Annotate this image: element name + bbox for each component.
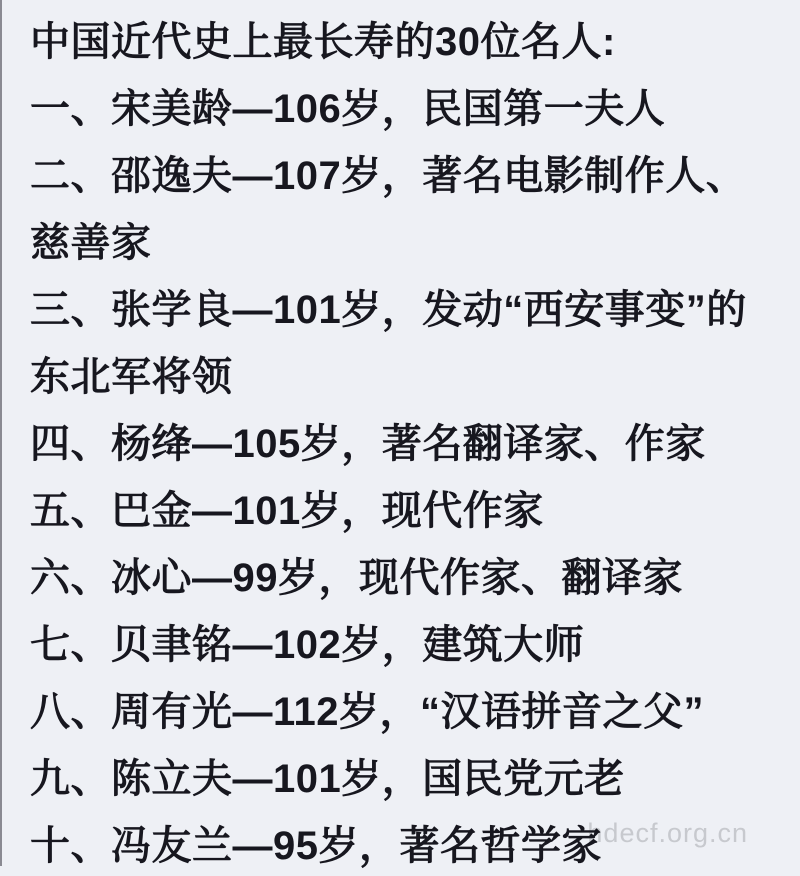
article-title: 中国近代史上最长寿的30位名人: [30,20,616,64]
watermark: hdecf.org.cn [587,818,748,848]
list-item-2-continued: 慈善家 [30,221,152,265]
list-item-4: 四、杨绛—105岁，著名翻译家、作家 [30,422,706,466]
list-item-5: 五、巴金—101岁，现代作家 [30,489,544,533]
list-item-3-continued: 东北军将领 [30,355,233,399]
list-item-6: 六、冰心—99岁，现代作家、翻译家 [30,556,683,600]
list-item-2: 二、邵逸夫—107岁，著名电影制作人、 [30,154,747,198]
list-item-10: 十、冯友兰—95岁，著名哲学家 [30,824,602,868]
list-item-3: 三、张学良—101岁，发动“西安事变”的 [30,288,747,332]
list-item-1: 一、宋美龄—106岁，民国第一夫人 [30,87,666,131]
list-item-8: 八、周有光—112岁，“汉语拼音之父” [30,690,705,734]
list-item-9: 九、陈立夫—101岁，国民党元老 [30,757,625,801]
list-item-7: 七、贝聿铭—102岁，建筑大师 [30,623,585,667]
